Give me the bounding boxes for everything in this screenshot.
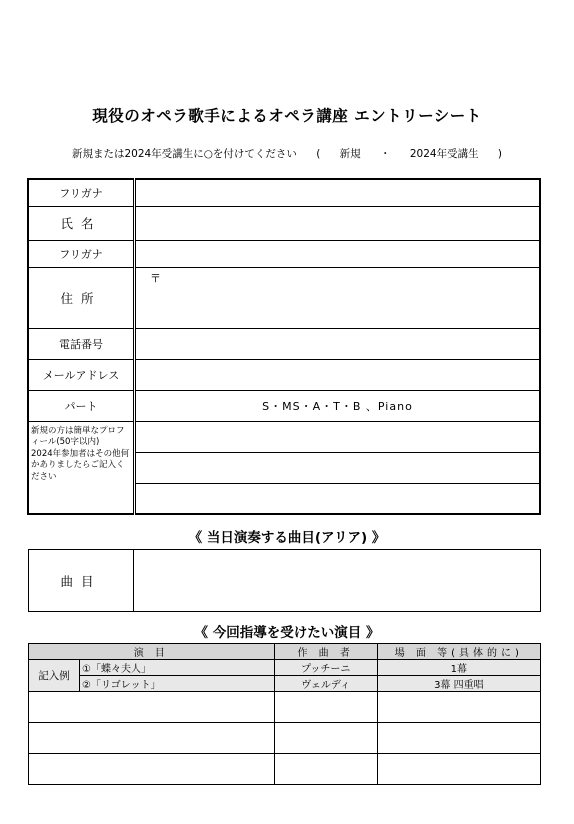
header-title: 演 目 [29, 644, 275, 660]
option-returning[interactable]: 2024年受講生 [409, 148, 479, 160]
example-label: 記入例 [29, 660, 80, 692]
section-repertoire-heading: 《 今回指導を受けたい演目 》 [194, 625, 380, 641]
open-paren: ( [316, 148, 321, 160]
repertoire-table [28, 643, 541, 785]
example-2-scene: 3幕 四重唱 [377, 676, 540, 692]
part-label: パート [28, 390, 135, 421]
entry-1-title[interactable] [29, 692, 275, 723]
option-new[interactable]: 新規 [339, 148, 361, 160]
furigana-label: フリガナ [28, 179, 135, 206]
name-label: 氏名 [28, 206, 135, 240]
entry-2-composer[interactable] [274, 723, 377, 754]
address-label: 住所 [28, 267, 135, 328]
email-field[interactable] [135, 359, 541, 390]
entry-form-table [27, 178, 541, 515]
entry-3-title[interactable] [29, 754, 275, 785]
phone-field[interactable] [135, 328, 541, 359]
email-label: メールアドレス [28, 359, 135, 390]
part-options[interactable]: S・MS・A・T・B 、Piano [135, 390, 541, 421]
furigana2-label: フリガナ [28, 240, 135, 267]
entry-1-composer[interactable] [274, 692, 377, 723]
page-title: 現役のオペラ歌手によるオペラ講座 エントリーシート [92, 107, 482, 125]
entry-3-composer[interactable] [274, 754, 377, 785]
phone-label: 電話番号 [28, 328, 135, 359]
profile-line-3[interactable] [135, 483, 541, 514]
instruction-text: 新規または2024年受講生に○を付けてください [71, 148, 297, 160]
song-field[interactable] [134, 550, 541, 612]
section-aria-heading: 《 当日演奏する曲目(アリア) 》 [188, 530, 386, 546]
profile-note: 新規の方は簡単なプロフィール(50字以内) 2024年参加者はその他何かありましたらご記入ください [31, 425, 130, 482]
profile-line-2[interactable] [135, 452, 541, 483]
example-1-scene: 1幕 [377, 660, 540, 676]
postal-mark: 〒 [150, 271, 161, 285]
entry-2-title[interactable] [29, 723, 275, 754]
furigana-field[interactable] [135, 179, 541, 206]
furigana2-field[interactable] [135, 240, 541, 267]
entry-1-scene[interactable] [377, 692, 540, 723]
entry-2-scene[interactable] [377, 723, 540, 754]
header-composer: 作 曲 者 [274, 644, 377, 660]
profile-line-1[interactable] [135, 421, 541, 452]
name-field[interactable] [135, 206, 541, 240]
entry-3-scene[interactable] [377, 754, 540, 785]
close-paren: ) [497, 148, 503, 160]
song-table [28, 549, 541, 612]
status-instruction [0, 146, 574, 161]
example-1-title: ①「蝶々夫人」 [80, 660, 275, 676]
example-2-composer: ヴェルディ [274, 676, 377, 692]
example-2-title: ②「リゴレット」 [80, 676, 275, 692]
example-1-composer: プッチーニ [274, 660, 377, 676]
address-field[interactable] [135, 267, 541, 328]
song-label: 曲目 [29, 550, 134, 612]
profile-label [28, 421, 135, 514]
header-scene: 場 面 等(具体的に) [377, 644, 540, 660]
option-separator: ・ [380, 148, 391, 160]
